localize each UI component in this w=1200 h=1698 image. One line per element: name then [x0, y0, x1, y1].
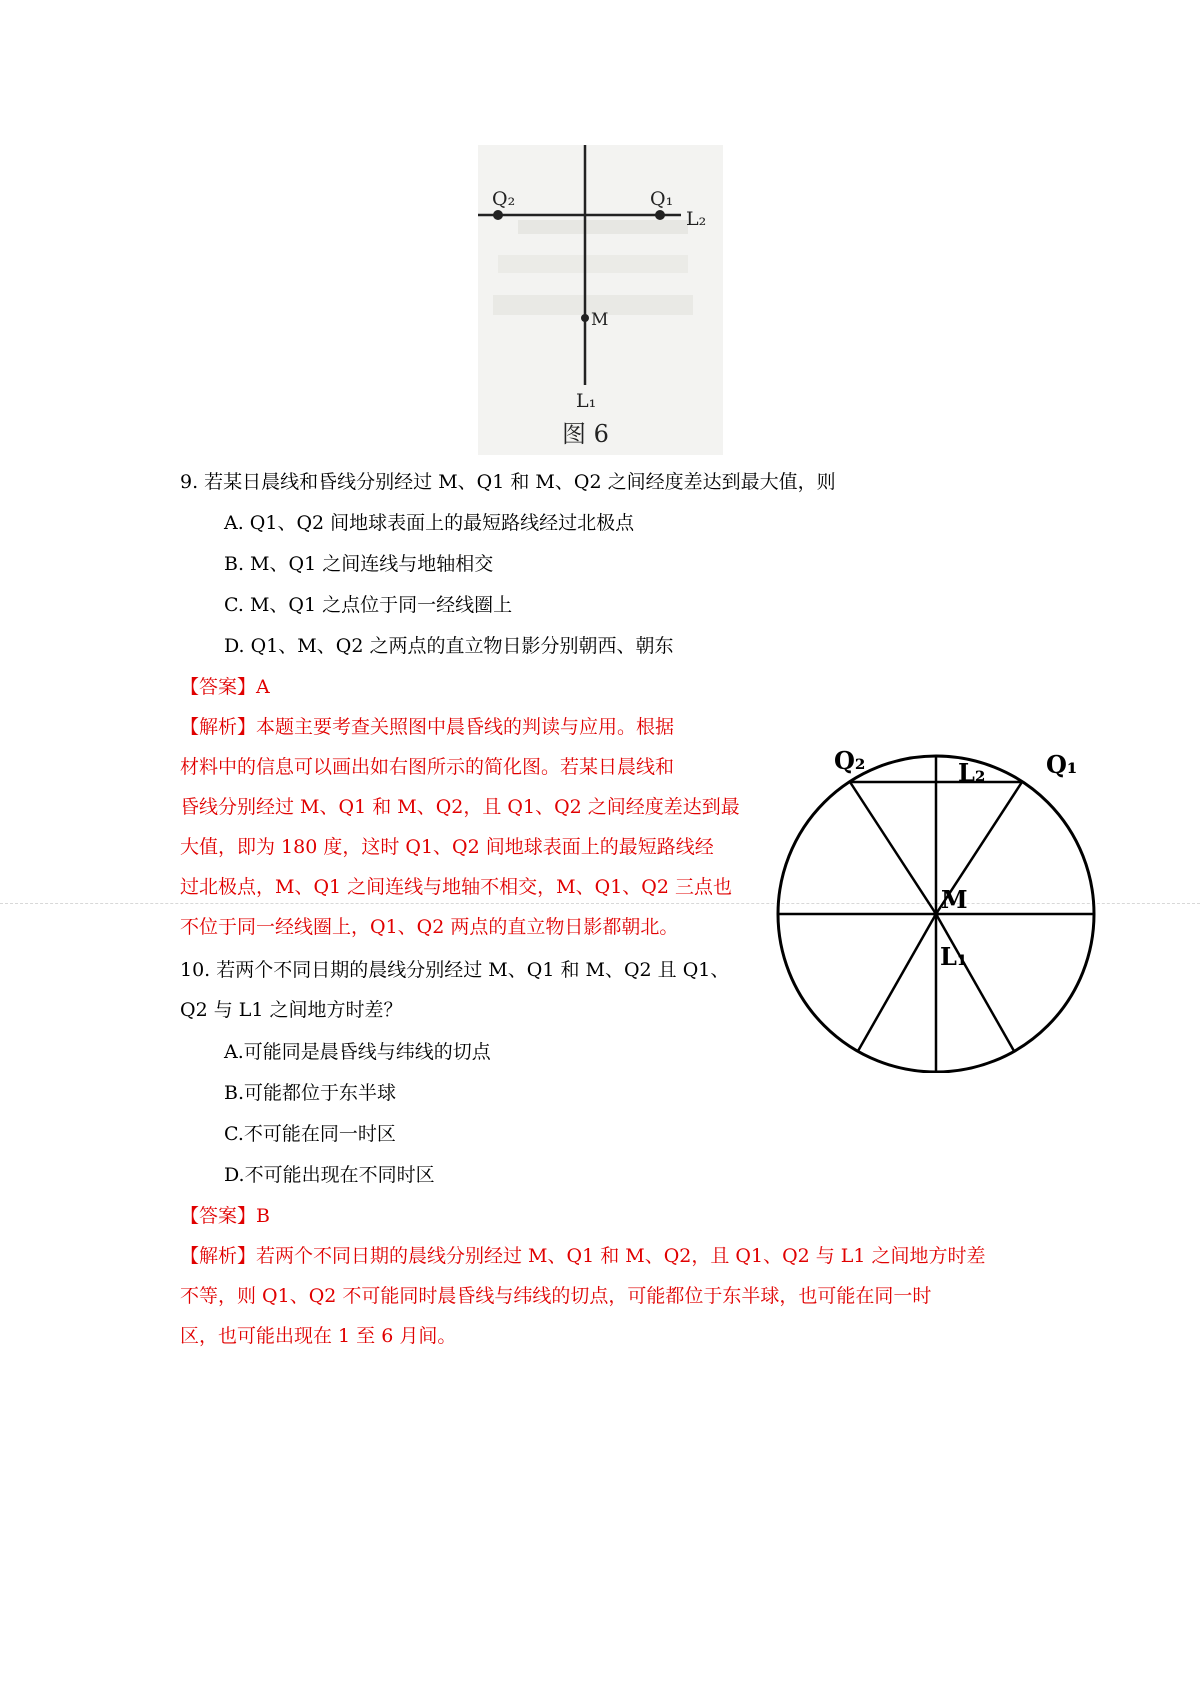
q9-stem: 9. 若某日晨线和昏线分别经过 M、Q1 和 M、Q2 之间经度差达到最大值，则: [180, 471, 836, 493]
label-l1: L₁: [940, 942, 968, 971]
label-q2: Q₂: [834, 746, 866, 775]
faded-bleed-1: [518, 220, 688, 234]
q10-stem-line-2: Q2 与 L1 之间地方时差？: [180, 999, 403, 1021]
q9-option-c: C. M、Q1 之点位于同一经线圈上: [224, 594, 513, 616]
q9-analysis-line: 【解析】本题主要考查关照图中晨昏线的判读与应用。根据: [180, 716, 675, 738]
q10-option-a: A.可能同是晨昏线与纬线的切点: [224, 1041, 491, 1063]
q9-analysis-line: 昏线分别经过 M、Q1 和 M、Q2，且 Q1、Q2 之间经度差达到最: [180, 796, 740, 818]
point-m: [581, 314, 589, 322]
q10-analysis-line: 不等，则 Q1、Q2 不可能同时晨昏线与纬线的切点，可能都位于东半球，也可能在同一时: [180, 1285, 932, 1307]
point-m: [933, 911, 939, 917]
q9-analysis-line: 过北极点，M、Q1 之间连线与地轴不相交，M、Q1、Q2 三点也: [180, 876, 732, 898]
q10-option-d: D.不可能出现在不同时区: [224, 1164, 435, 1186]
q10-option-c: C.不可能在同一时区: [224, 1123, 396, 1145]
point-q1: [655, 210, 665, 220]
figure-6: [478, 145, 723, 455]
line-m-lower-right: [936, 914, 1014, 1051]
q9-answer: 【答案】A: [180, 676, 270, 698]
faded-bleed-2: [498, 255, 688, 273]
q10-analysis-line: 区，也可能出现在 1 至 6 月间。: [180, 1325, 457, 1347]
line-q2-m: [850, 782, 936, 914]
label-l1: L₁: [576, 390, 597, 412]
line-m-lower-left: [858, 914, 936, 1051]
label-q2: Q₂: [492, 188, 516, 210]
label-l2: L₂: [686, 208, 707, 230]
figure-6-svg: [478, 145, 723, 455]
q9-option-b: B. M、Q1 之间连线与地轴相交: [224, 553, 494, 575]
label-m: M: [591, 310, 609, 330]
point-q2: [493, 210, 503, 220]
q9-analysis-line: 大值，即为 180 度，这时 Q1、Q2 间地球表面上的最短路线经: [180, 836, 714, 858]
q10-answer: 【答案】B: [180, 1205, 270, 1227]
q10-option-b: B.可能都位于东半球: [224, 1082, 397, 1104]
label-m: M: [941, 885, 968, 914]
simplified-circle-diagram: [770, 733, 1110, 1073]
label-l2: L₂: [958, 758, 986, 787]
q10-analysis-line: 【解析】若两个不同日期的晨线分别经过 M、Q1 和 M、Q2，且 Q1、Q2 与 L1 之间地方时差: [180, 1245, 986, 1267]
q9-option-d: D. Q1、M、Q2 之两点的直立物日影分别朝西、朝东: [224, 635, 674, 657]
q9-analysis-line: 不位于同一经线圈上，Q1、Q2 两点的直立物日影都朝北。: [180, 916, 679, 938]
circle-diagram-svg: [770, 733, 1110, 1073]
q10-stem-line-1: 10. 若两个不同日期的晨线分别经过 M、Q1 和 M、Q2 且 Q1、: [180, 959, 730, 981]
label-q1: Q₁: [1046, 750, 1078, 779]
label-q1: Q₁: [650, 188, 674, 210]
figure-6-caption: 图 6: [562, 420, 609, 448]
q9-option-a: A. Q1、Q2 间地球表面上的最短路线经过北极点: [224, 512, 635, 534]
q9-analysis-line: 材料中的信息可以画出如右图所示的简化图。若某日晨线和: [180, 756, 675, 778]
